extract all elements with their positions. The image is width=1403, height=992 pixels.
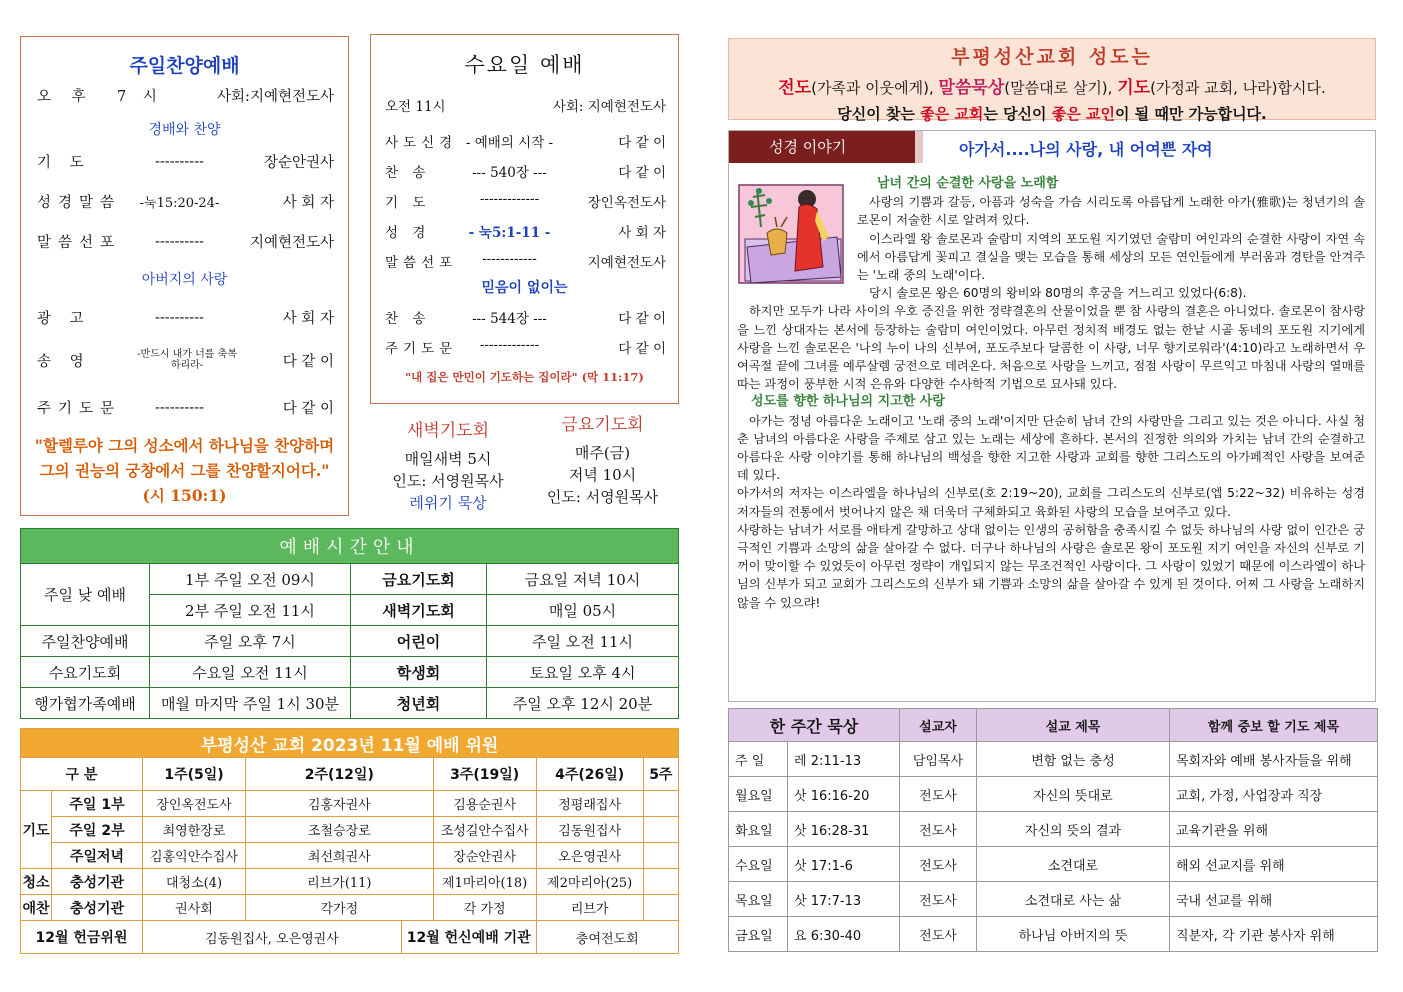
- weekly-passage: 삿 16:28-31: [788, 812, 900, 847]
- schedule-cell: 금요일 저녁 10시: [487, 564, 679, 595]
- committee-cell: 김홍익안수집사: [143, 843, 246, 869]
- sunday-row: [37, 191, 334, 212]
- row-label: 주기도문: [385, 341, 458, 357]
- wednesday-title: 수요일 예배: [464, 53, 585, 77]
- story-body: [737, 175, 1365, 612]
- weekly-prayer: 국내 선교를 위해: [1170, 882, 1378, 917]
- weekly-prayer: 직분자, 각 기관 봉사자 위해: [1170, 917, 1378, 952]
- song-of-songs-illustration-icon: [737, 177, 845, 287]
- row-label: 말씀선포: [385, 255, 458, 271]
- committee-cell: [643, 791, 678, 817]
- row-label: 송 영: [37, 353, 91, 370]
- banner-text: 당신이 찾는: [837, 105, 915, 123]
- row-dash: ----------: [155, 399, 204, 416]
- committee-cell: 김동원집사: [536, 817, 643, 843]
- committee-cell: 오은영권사: [536, 843, 643, 869]
- wednesday-time-row: [385, 95, 666, 115]
- committee-cell: 김용순권사: [433, 791, 536, 817]
- schedule-cell: 주일 낮 예배: [21, 564, 150, 626]
- sunday-time-value: 7 시: [117, 89, 163, 105]
- weekly-sermon: 소견대로 사는 삶: [977, 882, 1170, 917]
- banner-title: 부평성산교회 성도는: [951, 46, 1153, 68]
- banner-word-meditation: 말씀묵상: [938, 78, 1005, 98]
- weekly-prayer: 교회, 가정, 사업장과 직장: [1170, 777, 1378, 812]
- weekly-passage: 요 6:30-40: [788, 917, 900, 952]
- weekly-row: [729, 777, 1378, 812]
- weekly-preacher: 전도사: [900, 777, 977, 812]
- row-dash: - 눅5:1-11 -: [468, 225, 551, 241]
- committee-cell: 리브가(11): [246, 869, 434, 895]
- offering-label: 12월 헌금위원: [21, 921, 143, 954]
- committee-cell: 최선희권사: [246, 843, 434, 869]
- dawn-prayer-line2: 인도: 서영원목사: [392, 472, 504, 490]
- committee-header: 구 분: [21, 758, 143, 791]
- weekly-row: [729, 917, 1378, 952]
- committee-cell: [643, 817, 678, 843]
- row-person: 다 같 이: [618, 165, 666, 181]
- church-motto-banner: [728, 38, 1376, 123]
- wednesday-time: 오전 11시: [385, 99, 446, 115]
- row-label: 주기도문: [37, 401, 122, 417]
- row-label: 찬 송: [385, 165, 431, 181]
- row-dash: ----------: [155, 153, 204, 170]
- banner-word-prayer: 기도: [1117, 78, 1151, 98]
- row-person: 다 같 이: [282, 401, 334, 417]
- story-paragraph: 사랑하는 남녀가 서로를 애타게 갈망하고 상대 없이는 인생의 공허함을 충족시킬 수 없듯 하나님의 사랑 없이 인간은 궁극적인 기쁨과 소망의 삶을 살아갈 수 없다. 더구나 하나님의 사랑은 솔로몬 왕이 포도원 지기 여인을 자신의 신부로 기꺼이 맞이할 수 있었듯이 아무런 정략이 개입되지 않는 무조건적인 사랑이다. 그 사랑이 있었기 때문에 이스라엘이 하나님의 신부가 되고 교회가 그리스도의 신부가 돼 기쁨과 소망의 삶을 살아갈 수 있게 된 것이다. 어찌 그 사랑을 노래하지 않을 수 있으랴!: [737, 522, 1366, 610]
- committee-cell: 청소: [21, 869, 52, 895]
- weekly-passage: 삿 16:16-20: [788, 777, 900, 812]
- weekly-day: 주 일: [729, 742, 788, 777]
- weekly-preacher: 전도사: [900, 847, 977, 882]
- dawn-prayer-title: 새벽기도회: [406, 421, 490, 441]
- committee-cell: 제2마리아(25): [536, 869, 643, 895]
- weekly-passage: 삿 17:1-6: [788, 847, 900, 882]
- row-label: 성 경: [385, 225, 431, 241]
- sunday-title: 주일찬양예배: [129, 55, 240, 77]
- committee-cell: 김홍자권사: [246, 791, 434, 817]
- row-person: 지예현전도사: [249, 235, 334, 251]
- row-dash: -------------: [479, 337, 540, 353]
- schedule-cell: 1부 주일 오전 09시: [150, 564, 351, 595]
- weekly-passage: 레 2:11-13: [788, 742, 900, 777]
- schedule-cell: 새벽기도회: [351, 595, 487, 626]
- offering-value: 김동원집사, 오은영권사: [143, 921, 402, 954]
- story-paragraph: 아가는 정녕 아름다운 노래이고 '노래 중의 노래'이지만 단순히 남녀 간의 사랑만을 그리고 있는 것은 아니다. 사실 청춘 남녀의 아름다운 사랑을 주제로 삼고 있는 노래는 세상에 흔하다. 본서의 진정한 의의와 가치는 남녀 간의 순결하고 아름다운 사랑 이야기를 통해 하나님의 백성을 향한 지고한 사랑과 교회를 향한 그리스도의 아가페적인 사랑을 보여준 데 있다.: [737, 413, 1365, 483]
- wednesday-row: [385, 337, 666, 357]
- schedule-cell: 매일 05시: [487, 595, 679, 626]
- row-label: 광 고: [37, 311, 91, 327]
- sunday-worship-box: [20, 36, 349, 516]
- weekly-preacher: 전도사: [900, 812, 977, 847]
- dawn-prayer-line1: 매일새벽 5시: [404, 450, 492, 468]
- row-person: 다 같 이: [618, 135, 666, 151]
- banner-text: (가족과 이웃에게),: [811, 79, 934, 97]
- friday-prayer-title: 금요기도회: [561, 415, 644, 435]
- sunday-section2: 아버지의 사랑: [141, 272, 228, 288]
- wednesday-row: [385, 221, 666, 241]
- weekly-preacher: 전도사: [900, 882, 977, 917]
- wednesday-worship-box: [370, 34, 679, 404]
- row-person: 다 같 이: [618, 341, 666, 357]
- committee-header: 2주(12일): [246, 758, 434, 791]
- weekly-row: [729, 812, 1378, 847]
- weekly-sermon: 변함 없는 충성: [977, 742, 1170, 777]
- schedule-cell: 2부 주일 오전 11시: [150, 595, 351, 626]
- committee-cell: 주일 1부: [52, 791, 143, 817]
- weekly-sermon: 소견대로: [977, 847, 1170, 882]
- story-paragraph: 이스라엘 왕 솔로몬과 술람미 지역의 포도원 지기였던 술람미 여인과의 순결한 사랑이 자연 속에서 아름답게 꽃피고 결실을 맺는 모습을 통해 세상의 모든 연인들에게 부러움과 경탄을 안겨주는 '노래 중의 노래'이다.: [857, 231, 1365, 283]
- row-dash: - 예배의 시작 -: [465, 135, 554, 151]
- wednesday-row: [385, 191, 666, 211]
- banner-text: 이 될 때만 가능합니다.: [1114, 105, 1267, 123]
- committee-header: 5주: [643, 758, 678, 791]
- row-person: 다 같 이: [618, 311, 666, 327]
- sunday-row: [37, 397, 334, 418]
- committee-cell: [643, 869, 678, 895]
- row-person: 지예현전도사: [587, 255, 666, 271]
- row-dash: --- 544장 ---: [472, 311, 547, 327]
- row-label: 사도신경: [385, 135, 458, 151]
- story-tab-edge: [915, 131, 923, 163]
- wednesday-row: [385, 161, 666, 181]
- row-dash: ----------: [155, 309, 204, 326]
- friday-prayer: [530, 414, 675, 508]
- story-paragraph: 당시 솔로몬 왕은 60명의 왕비와 80명의 후궁을 거느리고 있었다(6:8).: [869, 286, 1247, 301]
- committee-header: 1주(5일): [143, 758, 246, 791]
- schedule-cell: 토요일 오후 4시: [487, 657, 679, 688]
- sunday-row: [37, 231, 334, 252]
- dedication-label: 12월 헌신예배 기관: [401, 921, 536, 954]
- row-person: 장인옥전도사: [587, 195, 666, 211]
- schedule-cell: 행가협가족예배: [21, 688, 150, 719]
- committee-prayer-label: 기도: [21, 791, 52, 869]
- schedule-cell: 학생회: [351, 657, 487, 688]
- weekly-prayer: 교육기관을 위해: [1170, 812, 1378, 847]
- wednesday-sermon-title: 믿음이 없이는: [481, 280, 568, 296]
- weekly-passage: 삿 17:7-13: [788, 882, 900, 917]
- weekly-sermon: 하나님 아버지의 뜻: [977, 917, 1170, 952]
- wednesday-row: [385, 131, 666, 151]
- friday-prayer-line2: 저녁 10시: [568, 466, 637, 484]
- row-dash: -눅15:20-24-: [139, 196, 220, 211]
- weekly-header: 설교자: [900, 709, 977, 742]
- weekly-sermon: 자신의 뜻대로: [977, 777, 1170, 812]
- committee-cell: 주일저녁: [52, 843, 143, 869]
- row-dash: -반드시 내가 너를 축복하리라-: [137, 349, 237, 371]
- weekly-row: [729, 742, 1378, 777]
- weekly-sermon: 자신의 뜻의 결과: [977, 812, 1170, 847]
- friday-prayer-line1: 매주(금): [574, 444, 631, 462]
- committee-cell: 조성길안수집사: [433, 817, 536, 843]
- weekly-header: 함께 중보 할 기도 제목: [1170, 709, 1378, 742]
- banner-good-church: 좋은 교회: [920, 105, 984, 123]
- weekly-day: 화요일: [729, 812, 788, 847]
- weekly-row: [729, 882, 1378, 917]
- story-tab: 성경 이야기: [729, 131, 915, 163]
- schedule-title: 예배시간안내: [21, 529, 679, 564]
- wednesday-row: [385, 307, 666, 327]
- weekly-day: 금요일: [729, 917, 788, 952]
- committee-header: 3주(19일): [433, 758, 536, 791]
- row-person: 사 회 자: [618, 225, 666, 241]
- wednesday-row: [385, 251, 666, 271]
- story-paragraph: 하지만 모두가 나라 사이의 우호 증진을 위한 정략결혼의 산물이었을 뿐 참 사랑의 결혼은 아니었다. 솔로몬이 참사랑을 느낀 상대자는 본서에 등장하는 술람미 여인이었다. 아무런 정치적 배경도 없는 한낱 시골 동네의 포도원 지기에게 사랑을 느낀 솔로몬은 '나의 누이 나의 신부여, 포도주보다 달콤한 이 사랑, 너무 향기로워라'(4:10)라고 노래하면서 우여곡절 끝에 그녀를 예루살렘 궁전으로 데려온다. 처음으로 사랑을 느끼고, 점점 사랑이 무르익고 마침내 사랑의 열매를 따는 과정이 풍부한 시적 은유와 다양한 수사학적 기법으로 묘사돼 있다.: [737, 304, 1365, 392]
- row-dash: -------------: [479, 191, 540, 207]
- committee-cell: 리브가: [536, 895, 643, 921]
- committee-cell: 충성기관: [52, 895, 143, 921]
- committee-cell: 충성기관: [52, 869, 143, 895]
- committee-cell: 주일 2부: [52, 817, 143, 843]
- committee-cell: 장순안권사: [433, 843, 536, 869]
- committee-cell: 제1마리아(18): [433, 869, 536, 895]
- committee-title: 부평성산 교회 2023년 11월 예배 위원: [21, 729, 679, 758]
- schedule-cell: 주일 오후 12시 20분: [487, 688, 679, 719]
- sunday-quote: "할렐루야 그의 성소에서 하나님을 찬양하며 그의 권능의 궁창에서 그를 찬양할지어다." (시 150:1): [34, 436, 335, 505]
- schedule-cell: 수요일 오전 11시: [150, 657, 351, 688]
- row-label: 말씀선포: [37, 235, 122, 251]
- banner-text: (말씀대로 살기),: [1004, 79, 1113, 97]
- sunday-row: [37, 349, 334, 371]
- row-person: 사 회 자: [282, 195, 334, 211]
- row-dash: --- 540장 ---: [472, 165, 547, 181]
- committee-cell: [643, 895, 678, 921]
- sunday-row: [37, 307, 334, 328]
- story-sub2: 성도를 향한 하나님의 지고한 사랑: [751, 394, 945, 410]
- row-label: 성경말씀: [37, 195, 122, 211]
- row-label: 기 도: [385, 195, 431, 211]
- schedule-cell: 주일 오전 11시: [487, 626, 679, 657]
- worship-schedule-table: [20, 528, 679, 719]
- committee-cell: 정평래집사: [536, 791, 643, 817]
- weekly-day: 월요일: [729, 777, 788, 812]
- committee-cell: 각가정: [246, 895, 434, 921]
- committee-cell: 최영한장로: [143, 817, 246, 843]
- banner-good-member: 좋은 교인: [1051, 105, 1115, 123]
- schedule-cell: 매월 마지막 주일 1시 30분: [150, 688, 351, 719]
- banner-line3: [729, 103, 1375, 124]
- story-headline: 아가서....나의 사랑, 내 어여쁜 자여: [959, 140, 1213, 159]
- weekly-prayer: 해외 선교지를 위해: [1170, 847, 1378, 882]
- weekly-header: 한 주간 묵상: [729, 709, 900, 742]
- row-dash: ----------: [155, 233, 204, 250]
- story-sub1: 남녀 간의 순결한 사랑을 노래함: [877, 176, 1059, 191]
- worship-committee-table: [20, 728, 679, 954]
- weekly-day: 목요일: [729, 882, 788, 917]
- schedule-cell: 주일 오후 7시: [150, 626, 351, 657]
- banner-word-evangelism: 전도: [778, 78, 812, 98]
- schedule-cell: 수요기도회: [21, 657, 150, 688]
- sunday-time-label: 오 후: [37, 89, 94, 105]
- bible-story-box: [728, 130, 1376, 702]
- sunday-time-row: [37, 85, 334, 106]
- weekly-meditation-table: [728, 708, 1378, 952]
- dawn-prayer-line3: 레위기 묵상: [409, 494, 487, 512]
- banner-text: 는 당신이: [983, 105, 1047, 123]
- schedule-cell: 어린이: [351, 626, 487, 657]
- dawn-prayer: [378, 420, 518, 514]
- sunday-section1: 경배와 찬양: [148, 122, 221, 138]
- row-label: 기 도: [37, 155, 91, 171]
- wednesday-leader: 사회: 지예현전도사: [552, 99, 666, 115]
- wednesday-verse: "내 집은 만민이 기도하는 집이라" (막 11:17): [405, 370, 644, 384]
- schedule-cell: 금요기도회: [351, 564, 487, 595]
- weekly-row: [729, 847, 1378, 882]
- committee-cell: 조철승장로: [246, 817, 434, 843]
- schedule-cell: 주일찬양예배: [21, 626, 150, 657]
- row-dash: ------------: [482, 251, 537, 267]
- row-person: 사 회 자: [282, 311, 334, 327]
- schedule-cell: 청년회: [351, 688, 487, 719]
- dedication-value: 충여전도회: [536, 921, 678, 954]
- committee-cell: 대청소(4): [143, 869, 246, 895]
- weekly-prayer: 목회자와 예배 봉사자들을 위해: [1170, 742, 1378, 777]
- committee-cell: 각 가정: [433, 895, 536, 921]
- sunday-row: [37, 151, 334, 172]
- weekly-header: 설교 제목: [977, 709, 1170, 742]
- row-person: 장순안권사: [263, 155, 334, 171]
- sunday-leader: 사회:지예현전도사: [217, 89, 334, 105]
- row-label: 찬 송: [385, 311, 431, 327]
- weekly-preacher: 담임목사: [900, 742, 977, 777]
- committee-header: 4주(26일): [536, 758, 643, 791]
- friday-prayer-line3: 인도: 서영원목사: [546, 488, 659, 506]
- committee-cell: 권사회: [143, 895, 246, 921]
- story-paragraph: 아가서의 저자는 이스라엘을 하나님의 신부로(호 2:19~20), 교회를 그리스도의 신부로(엡 5:22~32) 비유하는 성경 저자들의 전통에서 벗어나지 않은 채 더욱더 구체화되고 육화된 사랑의 모습을 보여주고 있다.: [737, 486, 1365, 519]
- committee-cell: 장인옥전도사: [143, 791, 246, 817]
- banner-line2: [729, 73, 1375, 98]
- committee-cell: 애찬: [21, 895, 52, 921]
- story-paragraph: 사랑의 기쁨과 갈등, 아픔과 성숙을 가슴 시리도록 아름답게 노래한 아가(雅歌)는 청년기의 솔로몬이 저술한 시로 알려져 있다.: [857, 195, 1365, 228]
- weekly-day: 수요일: [729, 847, 788, 882]
- banner-text: (가정과 교회, 나라)합시다.: [1150, 79, 1326, 97]
- row-person: 다 같 이: [282, 353, 334, 370]
- committee-cell: [643, 843, 678, 869]
- weekly-preacher: 전도사: [900, 917, 977, 952]
